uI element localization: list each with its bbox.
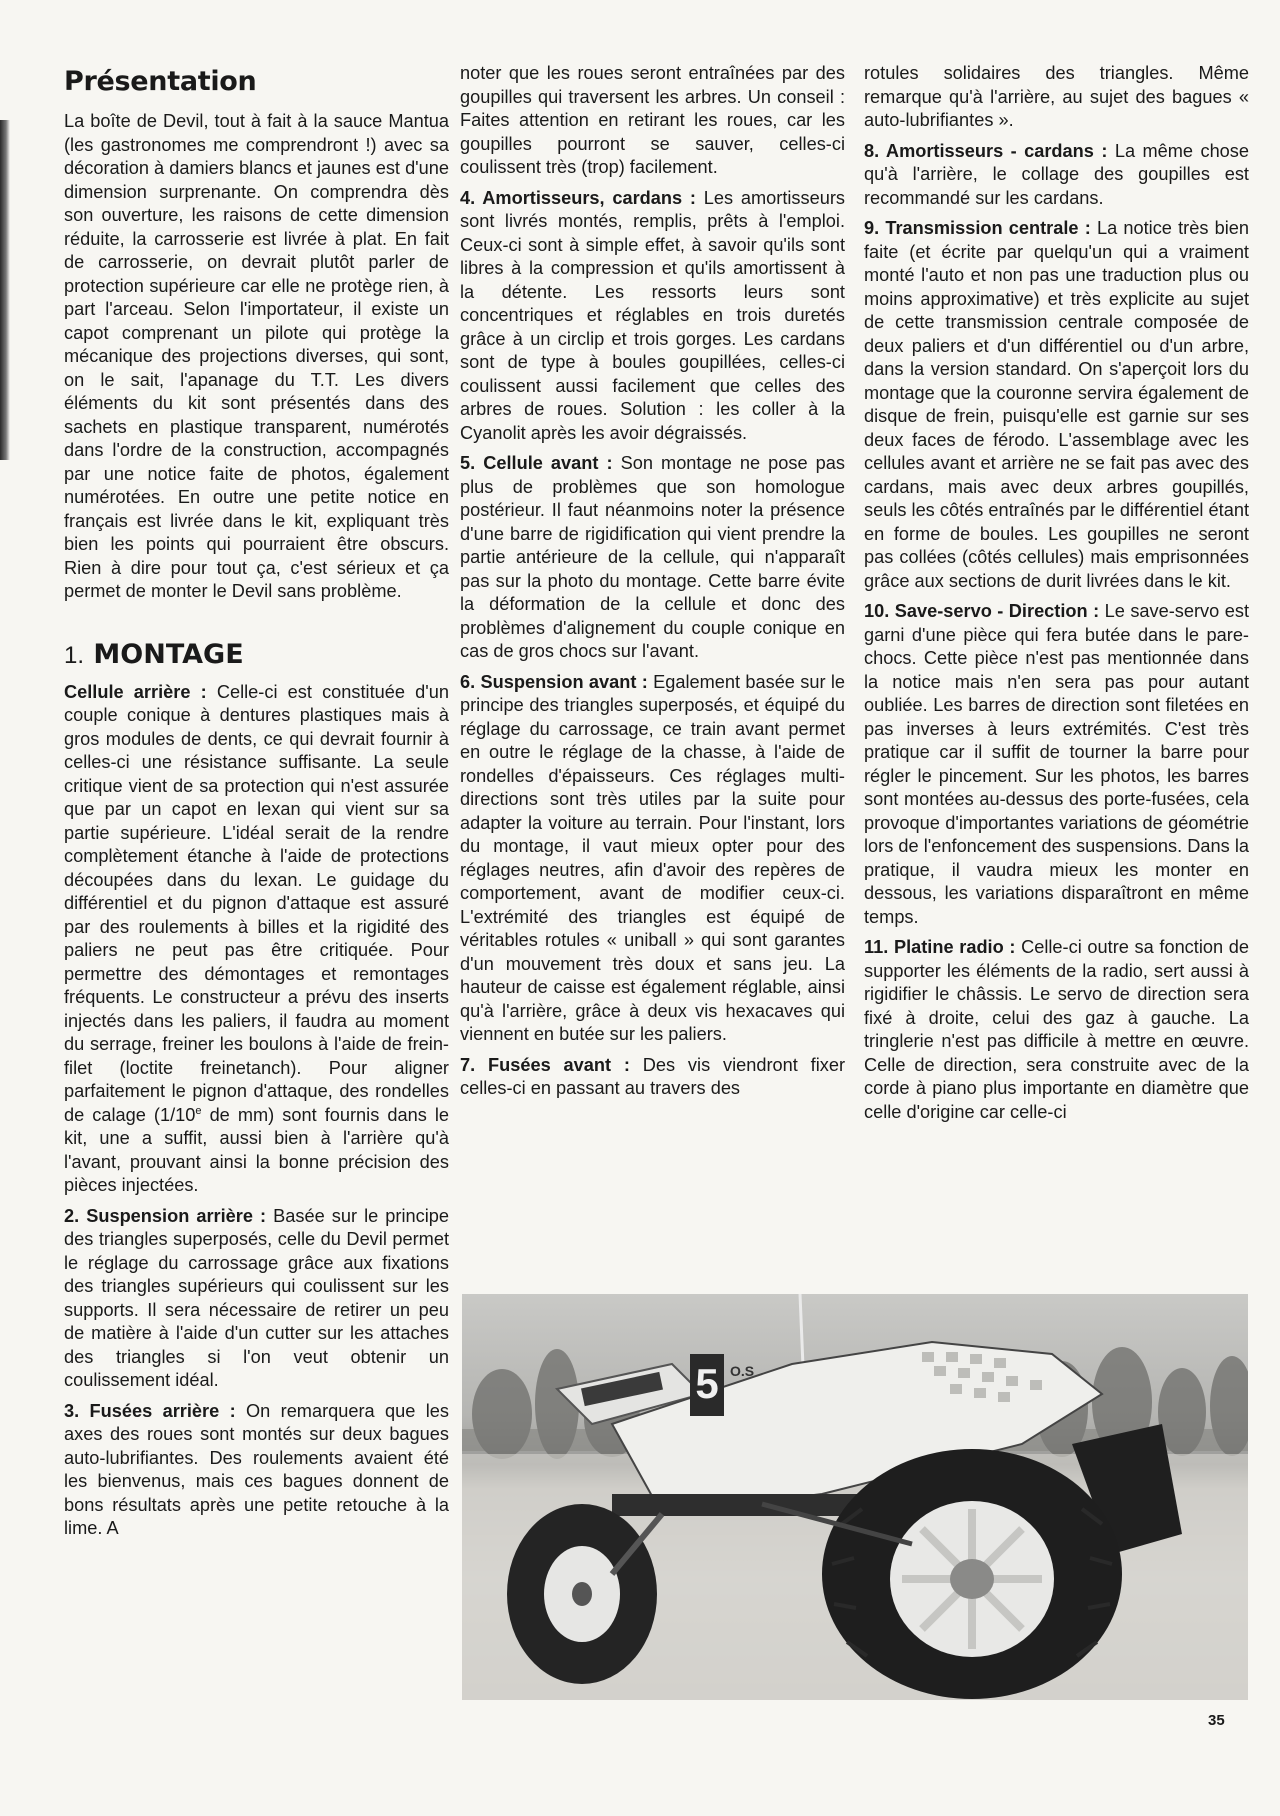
section-text: Le save-servo est garni d'une pièce qui fera butée dans le pare-chocs. Cette pièce n'est pas mentionnée dans la notice mais n'en sera pas pour autant oubliée. Les barres de direction sont filetées en pas inverses à leurs extrémités. C'est très pratique car il suffit de tourner la barre pour régler le pincement. Sur les photos, les barres sont montées au-dessus des porte-fusées, cela provoque d'importantes variations de géométrie lors de l'enfoncement des suspensions. Dans la pratique, il vaudra mieux les monter en dessous, les variations disparaîtront en même temps. — [864, 601, 1249, 927]
section-lead: Cellule arrière : — [64, 681, 207, 702]
section-lead: 8. Amortisseurs - cardans : — [864, 140, 1108, 161]
presentation-paragraph: La boîte de Devil, tout à fait à la sauce Mantua (les gastronomes me comprendront !) avec sa décoration à damiers blancs et jaunes est d'une dimension surprenante. On comprendra dès son ouverture, les raisons de cette dimension réduite, la carrosserie est livrée à plat. En fait de carrosserie, on devrait plutôt parler de protection supérieure car elle ne protège rien, à part l'arceau. Selon l'importateur, il existe un capot comprenant un pilote qui protège la mécanique des projections diverses, qui sont, on le sait, l'apanage du T.T. Les divers éléments du kit sont présentés dans des sachets en plastique transparent, numérotés dans l'ordre de la construction, accompagnés par une notice faite de photos, également numérotées. En outre une petite notice en français est livrée dans le kit, expliquant très bien les points qui pourraient être obscurs. Rien à dire pour tout ça, c'est sérieux et ça permet de monter le Devil sans problème. — [64, 111, 449, 601]
superscript: e — [195, 1104, 202, 1117]
page-number: 35 — [1208, 1712, 1225, 1729]
montage-title: MONTAGE — [93, 638, 244, 670]
section-text: Son montage ne pose pas plus de problèmes que son homologue postérieur. Il faut néanmoins noter la présence d'une barre de rigidification qui vient prendre la partie antérieure de la cellule, qui n'apparaît pas sur la photo du montage. Cette barre évite la déformation de la cellule et donc des problèmes d'alignement du couple conique en cas de gros chocs sur l'avant. — [460, 453, 845, 661]
section-text: Celle-ci est constituée d'un couple conique à dentures plastiques mais à gros modules de dents, ce qui devrait fournir à celles-ci une résistance suffisante. La seule critique vient de sa protection qui n'est assurée que par un capot en lexan qui vient sur sa partie supérieure. L'idéal serait de la rendre complètement étanche à l'aide de protections découpées dans du lexan. Le guidage du différentiel et du pignon d'attaque est assuré par des roulements à billes et la rigidité des paliers ne peut pas être critiquée. Pour permettre des démontages et remontages fréquents. Le constructeur a prévu des inserts injectés dans les paliers, il faudra au moment du serrage, freiner les boulons à l'aide de frein-filet (loctite freinetanch). Pour aligner parfaitement le pignon d'attaque, des rondelles de calage (1/10 — [64, 681, 449, 1125]
section-lead: 6. Suspension avant : — [460, 671, 648, 692]
presentation-heading: Présentation — [64, 66, 257, 97]
car-letters: O.S — [730, 1363, 755, 1379]
section-text: La notice très bien faite (et écrite par quelqu'un qui a vraiment monté l'auto et non pas une traduction plus ou moins approximative) et très explicite au sujet de cette transmission centrale composée de deux paliers et d'un différentiel ou d'un arbre, dans la version standard. On s'aperçoit lors du montage que la couronne servira également de disque de frein, puisqu'elle est garnie sur ses deux faces de férodo. L'assemblage avec les cellules avant et arrière ne se fait pas avec des cardans, mais avec deux arbres goupillés, seuls les côtés entraînés par le différentiel étant en forme de boules. Les goupilles ne seront pas collées (côtés cellules) mais emprisonnées grâce aux sections de durit livrées dans le kit. — [864, 218, 1249, 591]
section-lead: 11. Platine radio : — [864, 937, 1016, 957]
section-platine-radio — [864, 936, 1249, 1124]
section-amortisseurs-cardans-avant — [864, 140, 1249, 211]
montage-number: 1. — [64, 641, 85, 669]
continuation-text: noter que les roues seront entraînées par des goupilles qui traversent les arbres. Un conseil : Faites attention en retirant les roues, car les goupilles pourront se sauver, celles-ci coulissent très (trop) facilement. — [460, 63, 845, 177]
section-lead: 7. Fusées avant : — [460, 1054, 630, 1075]
column-2 — [460, 62, 845, 1108]
section-fusees-arriere — [64, 1400, 449, 1541]
section-transmission-centrale — [864, 217, 1249, 593]
section-lead: 10. Save-servo - Direction : — [864, 601, 1100, 621]
section-lead: 4. Amortisseurs, cardans : — [460, 187, 696, 208]
binding-shadow — [0, 120, 10, 460]
buggy-photo — [462, 1294, 1248, 1700]
section-suspension-arriere — [64, 1205, 449, 1393]
section-text: On remarquera que les axes des roues sont montés sur deux bagues auto-lubrifiantes. Des roulements avaient été les bienvenus, mais ces bagues donnent de bons résultats après une petite retouche à la lime. A — [64, 1400, 449, 1538]
section-suspension-avant — [460, 671, 845, 1047]
section-text: Des vis viendront fixer celles-ci en passant au travers des — [460, 1054, 845, 1098]
section-text: Egalement basée sur le principe des triangles superposés, et équipé du réglage du carrossage, ce train avant permet en outre le réglage de la chasse, à l'aide de rondelles d'épaisseurs. Ces réglages multi-directions sont très utiles par la suite pour adapter la voiture au terrain. Pour l'instant, lors du montage, il vaut mieux opter pour des réglages neutres, afin d'avoir des repères de comportement, avant de modifier ceux-ci. L'extrémité des triangles est équipé de véritables rotules « uniball » qui sont garantes d'un mouvement très doux et sans jeu. La hauteur de caisse est également réglable, ainsi qu'à l'arrière, grâce à deux vis hexacaves qui viennent en butée sur les paliers. — [460, 671, 845, 1044]
column-1 — [64, 62, 449, 1548]
section-lead: 2. Suspension arrière : — [64, 1205, 267, 1226]
car-number: 5 — [695, 1360, 719, 1407]
buggy-illustration — [462, 1294, 1248, 1700]
section-cellule-avant — [460, 452, 845, 664]
montage-heading — [64, 638, 449, 673]
continuation-text: rotules solidaires des triangles. Même remarque qu'à l'arrière, au sujet des bagues « auto-lubrifiantes ». — [864, 63, 1249, 130]
section-text: Basée sur le principe des triangles superposés, celle du Devil permet le réglage du carrossage grâce aux fixations des triangles supérieurs qui coulissent sur les supports. Il sera nécessaire de retirer un peu de matière à l'aide d'un cutter sur les attaches des triangles si l'on veut obtenir un coulissement idéal. — [64, 1205, 449, 1390]
section-text: La même chose qu'à l'arrière, le collage des goupilles est recommandé sur les cardans. — [864, 140, 1250, 208]
section-text-tail: de mm) sont fournis dans le kit, une a suffit, aussi bien à l'arrière qu'à l'avant, prouvant ainsi la bonne précision des pièces injectées. — [64, 1104, 449, 1195]
section-lead: 9. Transmission centrale : — [864, 218, 1091, 238]
section-text: Celle-ci outre sa fonction de supporter les éléments de la radio, sert aussi à rigidifier le châssis. Le servo de direction sera fixé à droite, celui des gaz à gauche. La tringlerie n'est pas difficile à mettre en œuvre. Celle de direction, sera construite avec de la corde à piano plus importante en diamètre que celle d'origine car celle-ci — [864, 937, 1250, 1122]
column-3 — [864, 62, 1249, 1131]
section-save-servo — [864, 600, 1249, 929]
section-fusees-avant — [460, 1054, 845, 1101]
section-lead: 5. Cellule avant : — [460, 453, 613, 473]
section-cellule-arriere — [64, 681, 449, 1198]
section-amortisseurs-cardans — [460, 187, 845, 446]
section-lead: 3. Fusées arrière : — [64, 1400, 236, 1421]
section-text: Les amortisseurs sont livrés montés, remplis, prêts à l'emploi. Ceux-ci sont à simple effet, à savoir qu'ils sont libres à la compression et qu'ils amortissent à la détente. Les ressorts leurs sont concentriques et réglables en trois duretés grâce à un circlip et trois gorges. Les cardans sont de type à boules goupillées, celles-ci coulissent aussi facilement que celles des arbres de roues. Solution : les coller à la Cyanolit après les avoir dégraissés. — [460, 187, 845, 443]
